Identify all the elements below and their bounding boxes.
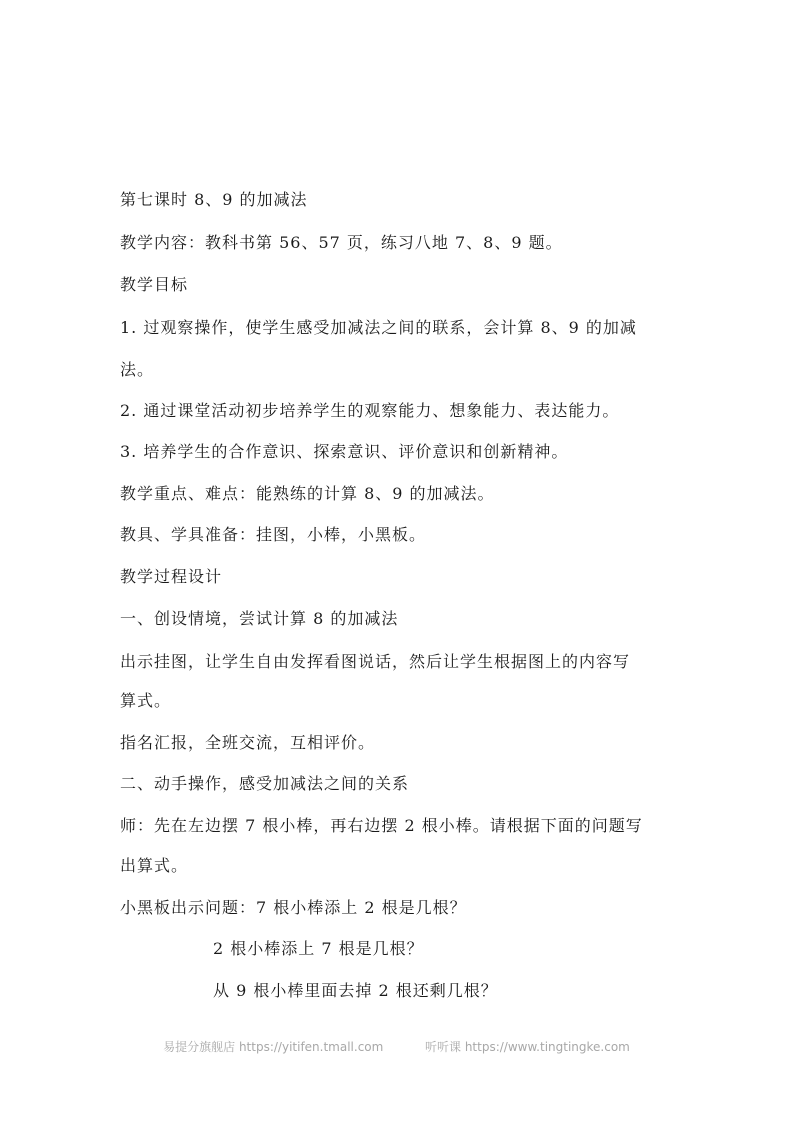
step-1-paragraph-continued: 算式。 [120, 691, 172, 710]
section-heading-objectives: 教学目标 [120, 275, 189, 294]
step-2-paragraph-continued: 出算式。 [120, 856, 189, 875]
blackboard-question-3: 从 9 根小棒里面去掉 2 根还剩几根？ [213, 981, 498, 1000]
blackboard-question-1: 小黑板出示问题：7 根小棒添上 2 根是几根？ [120, 898, 467, 917]
footer-site-url[interactable]: https://www.tingtingke.com [464, 1040, 630, 1054]
lesson-title: 第七课时 8、9 的加减法 [120, 190, 308, 209]
key-points: 教学重点、难点：能熟练的计算 8、9 的加减法。 [120, 484, 495, 503]
blackboard-question-2: 2 根小棒添上 7 根是几根？ [213, 939, 424, 958]
teaching-aids: 教具、学具准备：挂图，小棒，小黑板。 [120, 525, 427, 544]
section-heading-process: 教学过程设计 [120, 567, 223, 586]
teaching-content: 教学内容：教科书第 56、57 页，练习八地 7、8、9 题。 [120, 233, 563, 252]
page-footer [0, 1038, 793, 1055]
objective-1: 1. 过观察操作，使学生感受加减法之间的联系，会计算 8、9 的加减 [120, 318, 637, 337]
step-2-paragraph: 师：先在左边摆 7 根小棒，再右边摆 2 根小棒。请根据下面的问题写 [120, 816, 643, 835]
step-2-heading: 二、动手操作，感受加减法之间的关系 [120, 774, 410, 793]
objective-2: 2. 通过课堂活动初步培养学生的观察能力、想象能力、表达能力。 [120, 401, 620, 420]
footer-site-name: 听听课 [424, 1040, 461, 1054]
objective-1-continued: 法。 [120, 360, 155, 379]
footer-shop-url[interactable]: https://yitifen.tmall.com [238, 1040, 384, 1054]
step-1-paragraph: 出示挂图，让学生自由发挥看图说话，然后让学生根据图上的内容写 [120, 652, 631, 671]
step-1-heading: 一、创设情境，尝试计算 8 的加减法 [120, 609, 399, 628]
step-1-report: 指名汇报，全班交流，互相评价。 [120, 733, 376, 752]
footer-shop-name: 易提分旗舰店 [163, 1040, 236, 1054]
objective-3: 3. 培养学生的合作意识、探索意识、评价意识和创新精神。 [120, 442, 569, 461]
